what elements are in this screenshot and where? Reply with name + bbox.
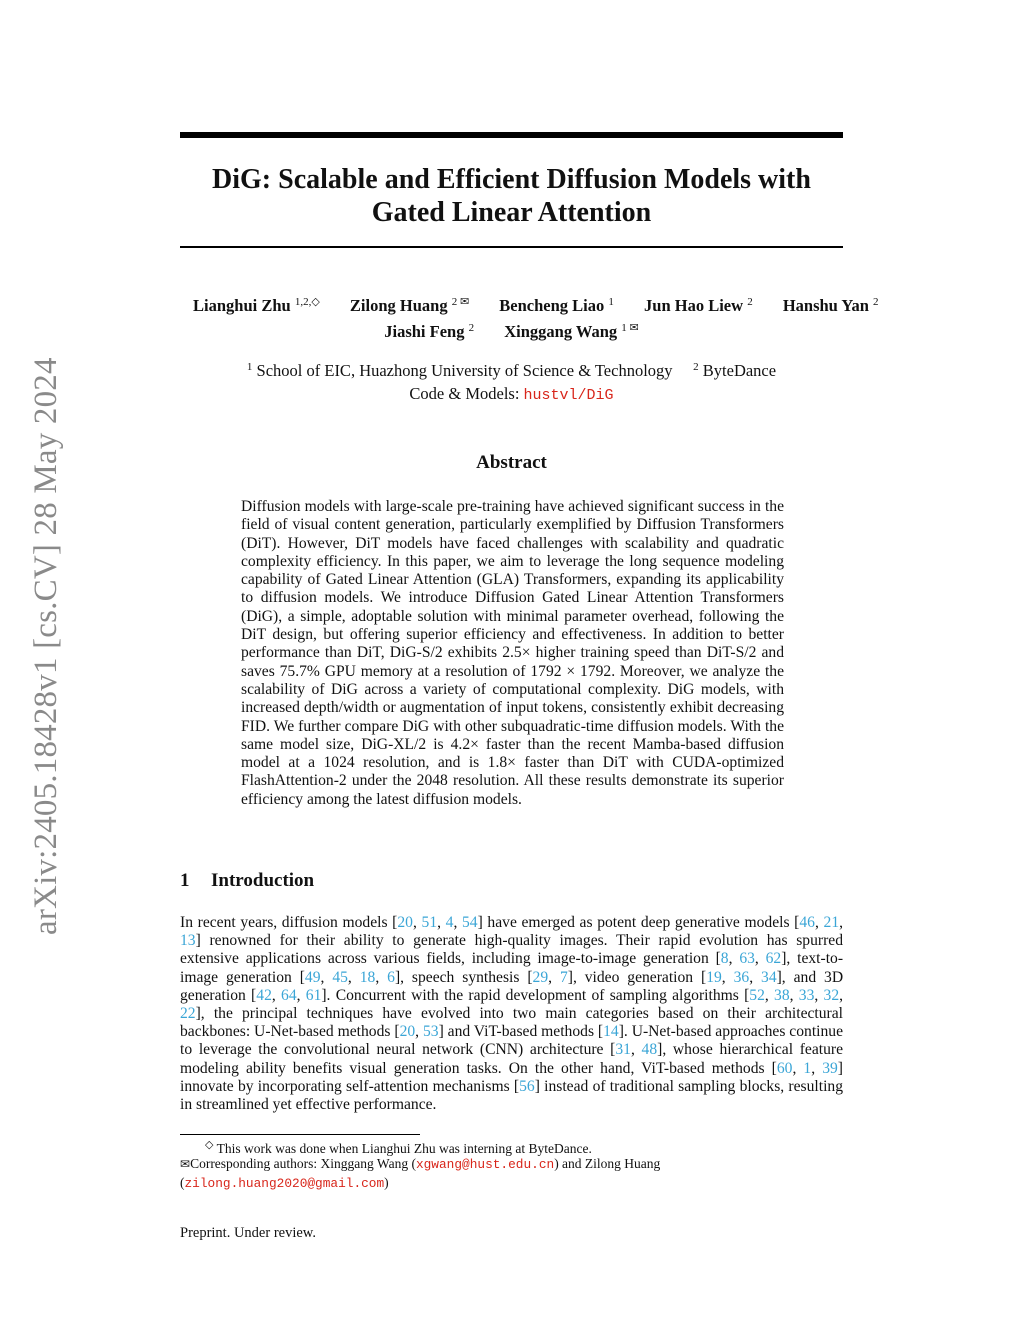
intro-text: , xyxy=(412,914,422,931)
citation-link[interactable]: 33 xyxy=(798,986,815,1004)
citation-link[interactable]: 29 xyxy=(532,968,549,986)
citation-link[interactable]: 13 xyxy=(180,932,196,950)
code-link[interactable]: hustvl/DiG xyxy=(523,387,614,404)
intro-text: ] have emerged as potent deep generative models [ xyxy=(477,914,800,931)
intro-text: , xyxy=(453,914,462,931)
intro-text: ], speech synthesis [ xyxy=(394,968,533,986)
code-label: Code & Models: xyxy=(409,384,520,403)
intro-text: ] and ViT-based methods [ xyxy=(438,1023,604,1041)
author xyxy=(644,296,753,315)
intro-text: , xyxy=(814,986,824,1004)
footnote-2-prefix: Corresponding authors: Xinggang Wang ( xyxy=(190,1156,416,1171)
intro-text: ] innovate by incorporating self-attention mechanisms [ xyxy=(180,1059,843,1095)
citation-link[interactable]: 14 xyxy=(603,1023,619,1041)
citation-link[interactable]: 46 xyxy=(799,914,815,931)
envelope-icon: ✉ xyxy=(180,1157,191,1171)
intro-text: ] renowned for their ability to generate high-quality images. Their rapid evolution has spurred extensive applications across various fields, including image-to-image generation [ xyxy=(180,932,843,968)
affiliation-2: ByteDance xyxy=(702,361,777,380)
citation-link[interactable]: 6 xyxy=(387,968,395,986)
section-number: 1 xyxy=(180,870,190,891)
author-name: Bencheng Liao xyxy=(499,296,605,315)
footnote-2 xyxy=(180,1155,843,1192)
citation-link[interactable]: 56 xyxy=(519,1077,535,1095)
intro-text: , xyxy=(271,986,282,1004)
intro-text: , xyxy=(375,968,388,986)
intro-text: , xyxy=(721,968,734,986)
author-name: Jun Hao Liew xyxy=(644,296,744,315)
intro-text: , xyxy=(792,1059,804,1077)
author-mark: 1 xyxy=(608,296,614,308)
citation-link[interactable]: 48 xyxy=(641,1041,658,1059)
title-line-1: DiG: Scalable and Efficient Diffusion Models with xyxy=(212,164,811,195)
citation-link[interactable]: 22 xyxy=(180,1005,196,1023)
paper-title xyxy=(180,163,843,229)
intro-text: , xyxy=(749,968,762,986)
citation-link[interactable]: 4 xyxy=(445,914,454,931)
intro-text: , xyxy=(728,950,740,968)
citation-link[interactable]: 31 xyxy=(615,1041,631,1059)
intro-text: , xyxy=(839,986,844,1004)
section-heading xyxy=(180,870,314,892)
citation-link[interactable]: 49 xyxy=(304,968,321,986)
title-rule xyxy=(180,246,843,248)
citation-link[interactable]: 18 xyxy=(359,968,376,986)
author-mark: 1,2,◇ xyxy=(294,296,320,308)
intro-text: ], text-to-image generation [ xyxy=(180,950,844,986)
citation-link[interactable]: 36 xyxy=(733,968,750,986)
affiliation-mark: 2 xyxy=(693,361,699,373)
affiliation-1: School of EIC, Huazhong University of Science & Technology xyxy=(256,361,673,380)
footnote-2-suffix: ) xyxy=(384,1174,389,1190)
footnote-rule xyxy=(180,1134,420,1135)
author xyxy=(384,322,474,341)
footnote-2-mid: ) and Zilong Huang ( xyxy=(180,1156,661,1190)
intro-text: , xyxy=(814,914,824,931)
citation-link[interactable]: 63 xyxy=(739,950,755,968)
citation-link[interactable]: 45 xyxy=(332,968,348,986)
affiliations xyxy=(180,361,843,381)
citation-link[interactable]: 61 xyxy=(305,986,322,1004)
author xyxy=(350,296,469,315)
author-mark: 2 xyxy=(468,322,475,334)
intro-text: ]. U-Net-based approaches continue to leverage the convolutional neural network (CNN) architecture [ xyxy=(180,1023,844,1059)
citation-link[interactable]: 53 xyxy=(422,1023,439,1041)
section-title: Introduction xyxy=(211,870,315,891)
citation-link[interactable]: 7 xyxy=(559,968,568,986)
citation-link[interactable]: 64 xyxy=(281,986,297,1004)
intro-text: , xyxy=(754,950,766,968)
citation-link[interactable]: 1 xyxy=(803,1059,812,1077)
intro-text: ] instead of traditional sampling blocks, resulting in streamlined yet effective performance. xyxy=(180,1077,844,1114)
intro-text: , xyxy=(630,1041,642,1059)
author-name: Lianghui Zhu xyxy=(193,296,291,315)
author-name: Hanshu Yan xyxy=(782,296,869,315)
author xyxy=(783,296,879,315)
footnote-1-text: This work was done when Lianghui Zhu was interning at ByteDance. xyxy=(216,1141,592,1156)
citation-link[interactable]: 38 xyxy=(774,986,790,1004)
arxiv-identifier: arXiv:2405.18428v1 [cs.CV] 28 May 2024 xyxy=(28,357,64,935)
author-name: Xinggang Wang xyxy=(504,322,618,341)
author-list-row-2 xyxy=(180,321,843,342)
top-rule xyxy=(180,132,843,138)
author xyxy=(193,296,320,315)
citation-link[interactable]: 20 xyxy=(397,914,413,931)
intro-text: ], the principal techniques have evolved into two main categories based on their architectural backbones: U-Net-based methods [ xyxy=(180,1005,843,1041)
citation-link[interactable]: 21 xyxy=(823,914,840,931)
intro-text: ], video generation [ xyxy=(567,968,707,986)
affiliation-mark: 1 xyxy=(246,361,253,373)
diamond-icon: ◇ xyxy=(205,1139,214,1151)
citation-link[interactable]: 32 xyxy=(823,986,840,1004)
intro-text: , xyxy=(839,914,844,931)
citation-link[interactable]: 52 xyxy=(749,986,765,1004)
author-name: Zilong Huang xyxy=(349,296,448,315)
author-name: Jiashi Feng xyxy=(384,322,465,341)
author xyxy=(504,322,639,341)
email-link[interactable]: zilong.huang2020@gmail.com xyxy=(184,1175,385,1191)
intro-text: ], whose hierarchical feature modeling ability benefits visual generation tasks. On the other hand, ViT-based methods [ xyxy=(180,1041,843,1077)
citation-link[interactable]: 34 xyxy=(761,968,777,986)
intro-text: , xyxy=(811,1059,823,1077)
citation-link[interactable]: 51 xyxy=(421,914,438,931)
citation-link[interactable]: 20 xyxy=(399,1023,416,1041)
author-mark: 2 xyxy=(747,296,753,308)
author-mark: 1 ✉ xyxy=(621,322,639,334)
email-link[interactable]: xgwang@hust.edu.cn xyxy=(415,1157,555,1172)
citation-link[interactable]: 42 xyxy=(256,986,272,1004)
citation-link[interactable]: 39 xyxy=(822,1059,838,1077)
code-line xyxy=(180,384,843,404)
intro-text: ]. Concurrent with the rapid development of sampling algorithms [ xyxy=(321,986,750,1004)
intro-text: , xyxy=(437,914,446,931)
intro-text: In recent years, diffusion models [ xyxy=(180,914,398,931)
author xyxy=(499,296,614,315)
intro-text: , xyxy=(789,986,799,1004)
author-mark: 2 xyxy=(873,296,879,308)
preprint-notice: Preprint. Under review. xyxy=(180,1225,316,1241)
abstract-heading: Abstract xyxy=(476,452,547,473)
intro-text: , xyxy=(764,986,775,1004)
author-list-row-1 xyxy=(180,295,880,316)
citation-link[interactable]: 60 xyxy=(776,1059,793,1077)
intro-text: , xyxy=(415,1023,423,1041)
title-line-2: Gated Linear Attention xyxy=(371,197,652,228)
citation-link[interactable]: 54 xyxy=(462,914,478,931)
intro-text: , xyxy=(320,968,333,986)
citation-link[interactable]: 8 xyxy=(720,950,729,968)
intro-text: , xyxy=(296,986,306,1004)
introduction-paragraph xyxy=(180,914,843,1114)
abstract-text: Diffusion models with large-scale pre-training have achieved significant success in the field of visual content generation, particularly exemplified by Diffusion Transformers (DiT). However, DiT models have faced challenges with scalability and quadratic complexity efficiency. In this paper, we aim to leverage the long sequence modeling capability of Gated Linear Attention (GLA) Transformers, expanding its applicability to diffusion models. We introduce Diffusion Gated Linear Attention Transformers (DiG), a simple, adoptable solution with minimal parameter overhead, following the DiT design, but offering superior efficiency and effectiveness. In addition to better performance than DiT, DiG-S/2 exhibits 2.5× higher training speed than DiT-S/2 and saves 75.7% GPU memory at a resolution of 1792 × 1792. Moreover, we analyze the scalability of DiG across a variety of computational complexity. DiG models, with increased depth/width or augmentation of input tokens, consistently exhibit decreasing FID. We further compare DiG with other subquadratic-time diffusion models. With the same model size, DiG-XL/2 is 4.2× faster than the recent Mamba-based diffusion model at a 1024 resolution, and is 1.8× faster than DiT with CUDA-optimized FlashAttention-2 under the 2048 resolution. All these results demonstrate its superior efficiency among the latest diffusion models. xyxy=(241,498,784,808)
intro-text: , xyxy=(548,968,560,986)
intro-text: ], and 3D generation [ xyxy=(180,968,844,1004)
citation-link[interactable]: 19 xyxy=(706,968,722,986)
author-mark: 2 ✉ xyxy=(451,296,470,308)
intro-text: , xyxy=(347,968,360,986)
citation-link[interactable]: 62 xyxy=(765,950,782,968)
